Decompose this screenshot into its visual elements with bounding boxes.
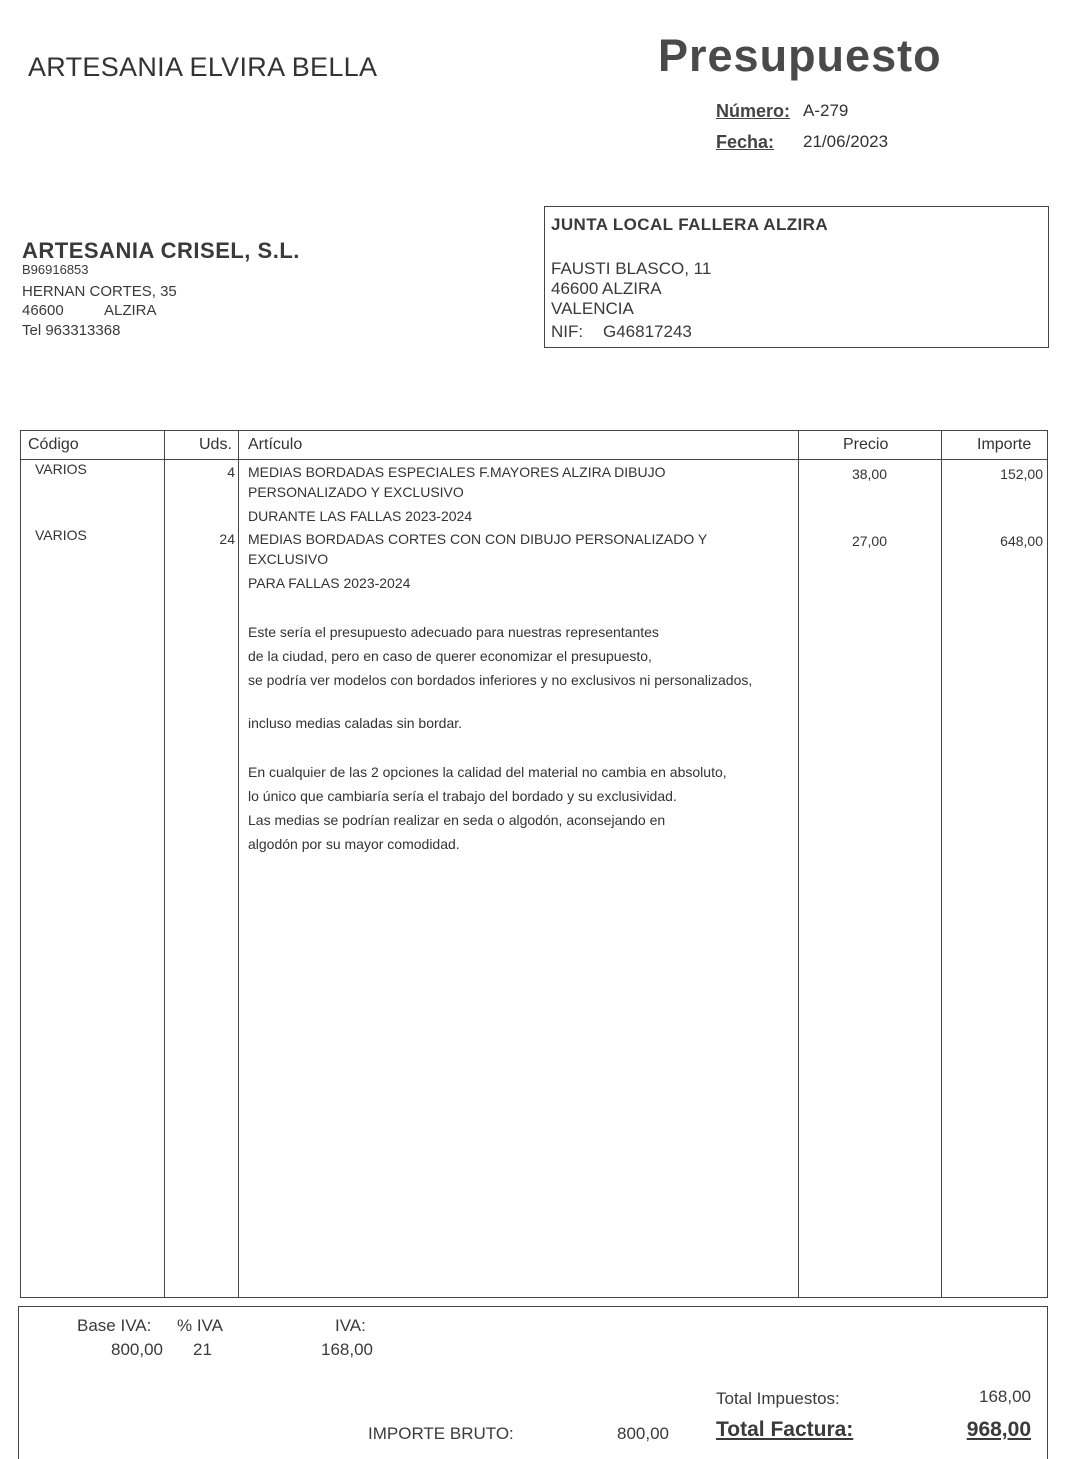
gross-value: 800,00: [617, 1424, 669, 1443]
row-description-extra: DURANTE LAS FALLAS 2023-2024: [248, 508, 473, 524]
row-price: 27,00: [851, 533, 887, 549]
row-amount: 152,00: [1000, 466, 1043, 482]
brand-name: ARTESANIA ELVIRA BELLA: [28, 52, 378, 82]
pct-iva-value: 21: [193, 1340, 212, 1359]
note-line: algodón por su mayor comodidad.: [248, 836, 460, 852]
row-code: VARIOS: [35, 527, 87, 543]
row-description-extra: PARA FALLAS 2023-2024: [248, 575, 411, 591]
base-iva-label: Base IVA:: [77, 1316, 152, 1335]
note-line: En cualquier de las 2 opciones la calidad del material no cambia en absoluto,: [248, 764, 727, 780]
row-description: MEDIAS BORDADAS ESPECIALES F.MAYORES ALZIRA DIBUJO PERSONALIZADO Y EXCLUSIVO: [248, 464, 666, 500]
note-line: Las medias se podrían realizar en seda o algodón, aconsejando en: [248, 812, 666, 828]
number-value: A-279: [803, 101, 849, 120]
row-units: 4: [227, 464, 235, 480]
client-name: JUNTA LOCAL FALLERA ALZIRA: [551, 215, 829, 234]
date-value: 21/06/2023: [803, 132, 889, 151]
invoice-total-value: 968,00: [966, 1418, 1031, 1441]
items-table: [20, 430, 1048, 1298]
iva-label: IVA:: [335, 1316, 366, 1335]
header-units: Uds.: [199, 436, 232, 453]
note-line: de la ciudad, pero en caso de querer economizar el presupuesto,: [248, 648, 652, 664]
header-code: Código: [28, 436, 79, 453]
issuer-postcode: 46600: [22, 302, 64, 319]
note-line: incluso medias caladas sin bordar.: [248, 715, 463, 731]
issuer-name: ARTESANIA CRISEL, S.L.: [22, 238, 300, 263]
date-label: Fecha:: [716, 132, 775, 152]
client-city: 46600 ALZIRA: [551, 279, 662, 298]
pct-iva-label: % IVA: [177, 1316, 223, 1335]
number-label: Número:: [716, 101, 791, 121]
issuer-address: HERNAN CORTES, 35: [22, 283, 177, 300]
row-description: MEDIAS BORDADAS CORTES CON CON DIBUJO PERSONALIZADO Y EXCLUSIVO: [248, 531, 707, 567]
client-nif-label: NIF:: [551, 322, 584, 341]
client-province: VALENCIA: [551, 299, 634, 318]
iva-value: 168,00: [321, 1340, 373, 1359]
row-units: 24: [219, 531, 235, 547]
invoice-total-label: Total Factura:: [716, 1418, 854, 1441]
tax-total-value: 168,00: [979, 1387, 1031, 1406]
issuer-cif: B96916853: [22, 262, 89, 277]
row-code: VARIOS: [35, 461, 87, 477]
note-line: lo único que cambiaría sería el trabajo del bordado y su exclusividad.: [248, 788, 677, 804]
header-amount: Importe: [977, 436, 1032, 453]
client-street: FAUSTI BLASCO, 11: [551, 259, 712, 278]
tax-total-label: Total Impuestos:: [716, 1389, 840, 1408]
note-line: se podría ver modelos con bordados inferiores y no exclusivos ni personalizados,: [248, 672, 753, 688]
header-price: Precio: [843, 436, 889, 453]
document-title: Presupuesto: [658, 30, 942, 81]
issuer-city: ALZIRA: [104, 302, 157, 319]
totals-box: [18, 1306, 1048, 1459]
issuer-phone: Tel 963313368: [22, 322, 121, 339]
client-nif: G46817243: [603, 322, 692, 341]
row-amount: 648,00: [1000, 533, 1043, 549]
header-article: Artículo: [248, 436, 303, 453]
base-iva-value: 800,00: [111, 1340, 163, 1359]
row-price: 38,00: [851, 466, 887, 482]
note-line: Este sería el presupuesto adecuado para nuestras representantes: [248, 624, 659, 640]
gross-label: IMPORTE BRUTO:: [368, 1424, 514, 1443]
client-box: [544, 206, 1049, 348]
